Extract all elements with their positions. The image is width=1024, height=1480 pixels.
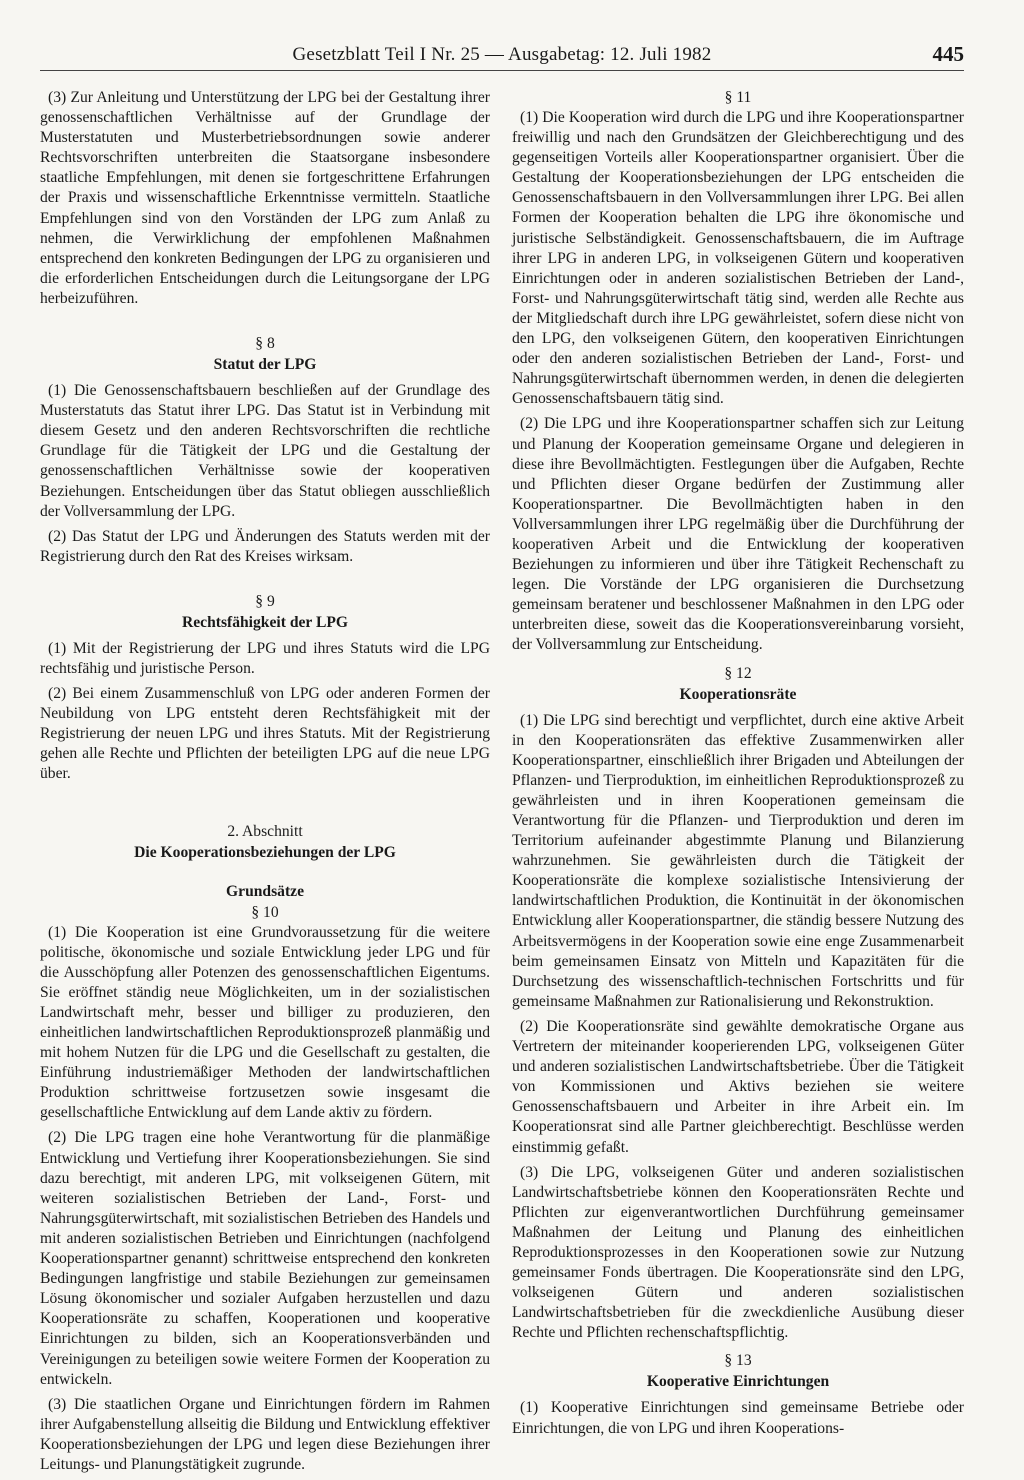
chapter-heading: 2. Abschnitt: [227, 822, 303, 840]
section-13-number: § 13: [724, 1352, 752, 1370]
chapter-title: Die Kooperationsbeziehungen der LPG: [134, 843, 396, 861]
left-column: [40, 88, 490, 1480]
paragraph-7-3: (3) Zur Anleitung und Unterstützung der LPG bei der Gestaltung ihrer genossenschaftlichen Verhältnisse auf der Grundlage der Musterstatuten und Musterbetriebsordnungen sowie anderer Rechtsvorschriften unterbreiten die Staatsorgane insbesondere staatliche Empfehlungen, mit denen sie fortgeschrittene Erfahrungen der Praxis und wissenschaftliche Erkenntnisse vermitteln. Staatliche Empfehlungen sind von den Vorständen der LPG zum Anlaß zu nehmen, die Verwirklichung der empfohlenen Maßnahmen entsprechend den konkreten Bedingungen der LPG zu organisieren und die erforderlichen Entscheidungen durch die Leitungsorgane der LPG herbeizuführen.: [40, 89, 490, 307]
paragraph-11-2: (2) Die LPG und ihre Kooperationspartner schaffen sich zur Leitung und Planung der Kooperation gemeinsame Organe und delegieren in diese ihre Bevollmächtigten. Festlegungen über die Aufgaben, Rechte und Pflichten dieser Organe bedürfen der Zustimmung aller Kooperationspartner. Die Bevollmächtigten haben in den Vollversammlungen ihrer LPG regelmäßig über die Durchführung der kooperativen Arbeit und die Entwicklung der kooperativen Beziehungen zu informieren und über ihre Tätigkeit Rechenschaft zu legen. Die Vorstände der LPG organisieren die Durchsetzung gemeinsam beratener und beschlossener Maßnahmen in den LPG oder unterbreiten diese, soweit das die Kooperationsvereinbarung vorsieht, der Vollversammlung zur Entscheidung.: [512, 415, 964, 654]
section-13-title: Kooperative Einrichtungen: [646, 1373, 830, 1391]
section-8-title: Statut der LPG: [213, 356, 317, 374]
page-header: [40, 40, 964, 71]
section-10-number: § 10: [251, 903, 279, 921]
paragraph-12-3: (3) Die LPG, volkseigenen Güter und anderen sozialistischen Landwirtschaftsbetriebe können den Kooperationsräten Rechte und Pflichten zur eigenverantwortlichen Durchführung gemeinsamer Maßnahmen der Leitung und Planung des einheitlichen Reproduktionsprozesses in den Kooperationen sowie zur Nutzung gemeinsamer Fonds übertragen. Die Kooperationsräte sind den LPG, volkseigenen Gütern und anderen sozialistischen Landwirtschaftsbetrieben für die zweckdienliche Ausübung dieser Rechte und Pflichten rechenschaftspflichtig.: [512, 1163, 964, 1342]
principles-heading: Grundsätze: [226, 882, 304, 900]
section-9-title: Rechtsfähigkeit der LPG: [181, 613, 349, 631]
paragraph-10-3: (3) Die staatlichen Organe und Einrichtungen fördern im Rahmen ihrer Aufgabenstellung allseitig die Bildung und Entwicklung effektiver Kooperationsbeziehungen der LPG und legen diese Beziehungen ihrer Leitungs- und Planungstätigkeit zugrunde.: [40, 1395, 490, 1473]
section-9-number: § 9: [255, 592, 275, 610]
section-12-number: § 12: [724, 664, 752, 682]
section-12-title: Kooperationsräte: [679, 685, 797, 703]
section-11-number: § 11: [724, 89, 752, 106]
paragraph-12-1: (1) Die LPG sind berechtigt und verpflichtet, durch eine aktive Arbeit in den Kooperationsräten das effektive Zusammenwirken aller Kooperationspartner, einschließlich ihrer Brigaden und Abteilungen der Pflanzen- und Tierproduktion, im einheitlichen Reproduktionsprozeß zu gewährleisten und in ihren Kooperationen gemeinsam die Verantwortung für die Pflanzen- und Tierproduktion und deren im Territorium aufeinander abgestimmte Planung und Bilanzierung wahrzunehmen. Sie gewährleisten durch die Tätigkeit der Kooperationsräte die komplexe sozialistische Intensivierung der landwirtschaftlichen Produktion, die Kontinuität in der ökonomischen Entwicklung aller Kooperationspartner, die ständig bessere Nutzung des Arbeitsvermögens in der Kooperation sowie eine enge Zusammenarbeit beim gemeinsamen Einsatz von Mitteln und Kapazitäten für die Durchsetzung des wissenschaftlich-technischen Fortschritts und für gemeinsame Maßnahmen zur Rationalisierung und Rekonstruktion.: [512, 711, 964, 1010]
header-title: Gesetzblatt Teil I Nr. 25 — Ausgabetag: 12. Juli 1982: [292, 44, 712, 65]
paragraph-13-1: (1) Kooperative Einrichtungen sind gemeinsame Betriebe oder Einrichtungen, die von LPG und ihren Kooperations-: [512, 1399, 964, 1437]
page-number: 445: [932, 42, 964, 66]
paragraph-10-2: (2) Die LPG tragen eine hohe Verantwortung für die planmäßige Entwicklung und Vertiefung ihrer Kooperationsbeziehungen. Sie sind dazu berechtigt, mit anderen LPG, mit volkseigenen Gütern, mit weiteren sozialistischen Betrieben der Land-, Forst- und Nahrungsgüterwirtschaft, mit sozialistischen Betrieben des Handels und mit anderen sozialistischen Betrieben und Einrichtungen (nachfolgend Kooperationspartner genannt) schrittweise entsprechend den konkreten Bedingungen langfristige und stabile Beziehungen zur gemeinsamen Lösung ökonomischer und sozialer Aufgaben herzustellen und dazu Kooperationsräte zu schaffen, Kooperationen und kooperative Einrichtungen zu bilden, sich an Kooperationsverbänden und Vereinigungen zu beteiligen sowie weitere Formen der Kooperation zu entwickeln.: [40, 1129, 490, 1388]
right-column: [512, 88, 964, 1444]
paragraph-8-1: (1) Die Genossenschaftsbauern beschließen auf der Grundlage des Musterstatuts das Statut ihrer LPG. Das Statut ist in Verbindung mit diesem Gesetz und den anderen Rechtsvorschriften die rechtliche Grundlage für die Tätigkeit der LPG und die Gestaltung der genossenschaftlichen Verhältnisse sowie der kooperativen Beziehungen. Entscheidungen über das Statut obliegen ausschließlich der Vollversammlung der LPG.: [40, 382, 490, 520]
paragraph-9-1: (1) Mit der Registrierung der LPG und ihres Statuts wird die LPG rechtsfähig und juristische Person.: [40, 639, 490, 677]
paragraph-9-2: (2) Bei einem Zusammenschluß von LPG oder anderen Formen der Neubildung von LPG entsteht deren Rechtsfähigkeit mit der Registrierung der neuen LPG und ihres Statuts. Mit der Registrierung gehen alle Rechte und Pflichten der beteiligten LPG auf die neue LPG über.: [40, 685, 490, 783]
paragraph-12-2: (2) Die Kooperationsräte sind gewählte demokratische Organe aus Vertretern der miteinander kooperierenden LPG, volkseigenen Güter und anderen sozialistischen Landwirtschaftsbetriebe. Über die Tätigkeit von Kommissionen und Aktivs beziehen sie weitere Genossenschaftsbauern und Arbeiter in ihre Arbeit ein. Im Kooperationsrat sind alle Partner gleichberechtigt. Beschlüsse werden einstimmig gefaßt.: [512, 1017, 964, 1156]
paragraph-8-2: (2) Das Statut der LPG und Änderungen des Statuts werden mit der Registrierung durch den Rat des Kreises wirksam.: [40, 527, 490, 565]
section-8-number: § 8: [255, 335, 275, 353]
paragraph-10-1: (1) Die Kooperation ist eine Grundvoraussetzung für die weitere politische, ökonomische und soziale Entwicklung jeder LPG und für die Ausschöpfung aller Potenzen des genossenschaftlichen Eigentums. Sie eröffnet ständig neue Möglichkeiten, um in der sozialistischen Landwirtschaft mehr, besser und billiger zu produzieren, den einheitlichen landwirtschaftlichen Reproduktionsprozeß planmäßig und mit hohem Nutzen für die LPG und die Gesellschaft zu gestalten, die Einführung industriemäßiger Methoden der landwirtschaftlichen Produktion schrittweise fortzusetzen sowie insgesamt die gesellschaftliche Entwicklung auf dem Lande aktiv zu fördern.: [40, 923, 490, 1122]
paragraph-11-1: (1) Die Kooperation wird durch die LPG und ihre Kooperationspartner freiwillig und nach den Grundsätzen der Gleichberechtigung und des gegenseitigen Vorteils aller Kooperationspartner organisiert. Über die Gestaltung der Kooperationsbeziehungen der LPG entscheiden die Genossenschaftsbauern in den Vollversammlungen ihrer LPG. Bei allen Formen der Kooperation behalten die LPG ihre ökonomische und juristische Selbständigkeit. Genossenschaftsbauern, die im Auftrage ihrer LPG in anderen LPG, in volkseigenen Gütern und kooperativen Einrichtungen oder in anderen sozialistischen Betrieben der Land-, Forst- und Nahrungsgüterwirtschaft tätig sind, werden alle Rechte aus der Mitgliedschaft durch ihre LPG gewährleistet, sofern diese nicht von den LPG, den volkseigenen Gütern, den kooperativen Einrichtungen oder den anderen sozialistischen Betrieben der Land-, Forst- und Nahrungsgüterwirtschaft übernommen werden, in denen die delegierten Genossenschaftsbauern tätig sind.: [512, 109, 964, 408]
